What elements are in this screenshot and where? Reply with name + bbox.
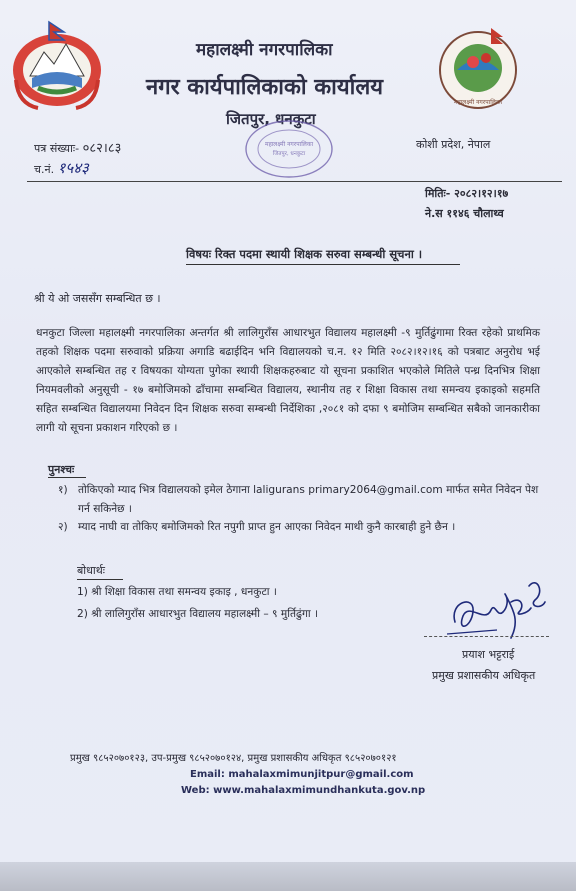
note-number: २) bbox=[58, 521, 68, 533]
office-location: जितपुर, धनकुटा bbox=[226, 110, 316, 128]
subject-underline bbox=[186, 264, 460, 265]
logo-caption: महालक्ष्मी नगरपालिका bbox=[453, 99, 503, 106]
municipality-logo bbox=[433, 26, 523, 112]
svg-text:महालक्ष्मी नगरपालिका: महालक्ष्मी नगरपालिका bbox=[264, 141, 314, 148]
letter-number-label: पत्र संख्याः- bbox=[34, 142, 80, 155]
note-number: १) bbox=[58, 484, 68, 496]
footer-email[interactable]: Email: mahalaxmimunjitpur@gmail.com bbox=[190, 769, 414, 780]
government-emblem bbox=[8, 18, 106, 110]
note-text: म्याद नाघी वा तोकिए बमोजिमको रित नपुगी प्राप्त हुन आएका निवेदन माथी कुनै कारबाही हुने छैन । bbox=[78, 521, 456, 533]
notes-heading-underline bbox=[48, 477, 86, 478]
salutation: श्री ये ओ जससँग सम्बन्धित छ । bbox=[34, 292, 161, 305]
cc-item: 1) श्री शिक्षा विकास तथा समन्वय इकाइ , धनकुटा । bbox=[77, 586, 277, 598]
office-name: नगर कार्यपालिकाको कार्यालय bbox=[146, 75, 383, 100]
signature bbox=[445, 572, 555, 650]
signatory-title: प्रमुख प्रशासकीय अधिकृत bbox=[432, 669, 536, 682]
notes-heading: पुनश्चः bbox=[48, 463, 75, 476]
svg-text:जितपुर, धनकुटा: जितपुर, धनकुटा bbox=[272, 151, 306, 157]
footer-phone-numbers: प्रमुख ९८५२०७०१२३, उप-प्रमुख ९८५२०७०१२४, प्रमुख प्रशासकीय अधिकृत ९८५२०७०१२१ bbox=[70, 753, 397, 764]
logo-flower-2 bbox=[481, 53, 491, 63]
signature-line bbox=[424, 636, 549, 637]
header-divider bbox=[27, 181, 562, 182]
municipality-name: महालक्ष्मी नगरपालिका bbox=[196, 40, 333, 60]
footer-website[interactable]: Web: www.mahalaxmimundhankuta.gov.np bbox=[181, 785, 426, 796]
logo-flower bbox=[467, 56, 479, 68]
note-text: तोकिएको म्याद भित्र विद्यालयको इमेल ठेगाना laligurans primary2064@gmail.com मार्फत समेत निवेदन पेश गर्न सकिनेछ । bbox=[78, 484, 539, 515]
body-paragraph: धनकुटा जिल्ला महालक्ष्मी नगरपालिका अन्तर्गत श्री लालिगुराँस आधारभुत विद्यालय महालक्ष्मी -९ मुर्तिढुंगामा रिक्त रहेको प्राथमिक तहको शिक्षक पदमा सरुवाको प्रक्रिया अगाडि बढाईदिन भनि विद्यालयको च.न. १२ मिति २०८२।१२।१६ को पत्रबाट अनुरोध भई आएकोले सम्बन्धित तह र विषयका योग्यता पुगेका स्थायी शिक्षकहरुबाट यो सूचना प्रकाशित भएकोले मितिले पन्ध्र दिनभित्र शिक्षा नियमवलीको अनुसूची - १७ बमोजिमको ढाँचामा सम्बन्धित विद्यालय, स्थानीय तह र शिक्षा विकास तथा समन्वय इकाइको सहमति सहित सम्बन्धित विद्यालयमा निवेदन दिन शिक्षक सरुवा सम्बन्धी निर्देशिका ,२०८१ को दफा ९ बमोजिम सम्बन्धित सबैको जानकारीका लागी यो सूचना प्रकाशन गरिएको छ । bbox=[36, 327, 540, 434]
subject-line: विषयः रिक्त पदमा स्थायी शिक्षक सरुवा सम्बन्धी सूचना । bbox=[186, 247, 423, 261]
cc-heading: बोधार्थः bbox=[77, 564, 105, 577]
office-seal-stamp bbox=[243, 118, 335, 180]
province-address: कोशी प्रदेश, नेपाल bbox=[416, 138, 491, 151]
table-surface bbox=[0, 862, 576, 891]
letter-number bbox=[34, 138, 121, 156]
signatory-name: प्रयाश भट्टराई bbox=[462, 648, 515, 661]
cc-heading-underline bbox=[77, 579, 123, 580]
emblem-flag bbox=[49, 22, 64, 40]
dispatch-number-value: १५४३ bbox=[57, 159, 89, 177]
cc-item: 2) श्री लालिगुराँस आधारभुत विद्यालय महालक्ष्मी – ९ मुर्तिढुंगा । bbox=[77, 608, 319, 620]
dispatch-number bbox=[34, 158, 89, 178]
date-bs: मितिः- २०८२।१२।१७ bbox=[425, 187, 509, 200]
date-ns: ने.स ११४६ चौलाथ्व bbox=[425, 207, 504, 220]
letter-number-value: ०८२।८३ bbox=[82, 141, 122, 156]
dispatch-number-label: च.नं. bbox=[34, 163, 55, 176]
